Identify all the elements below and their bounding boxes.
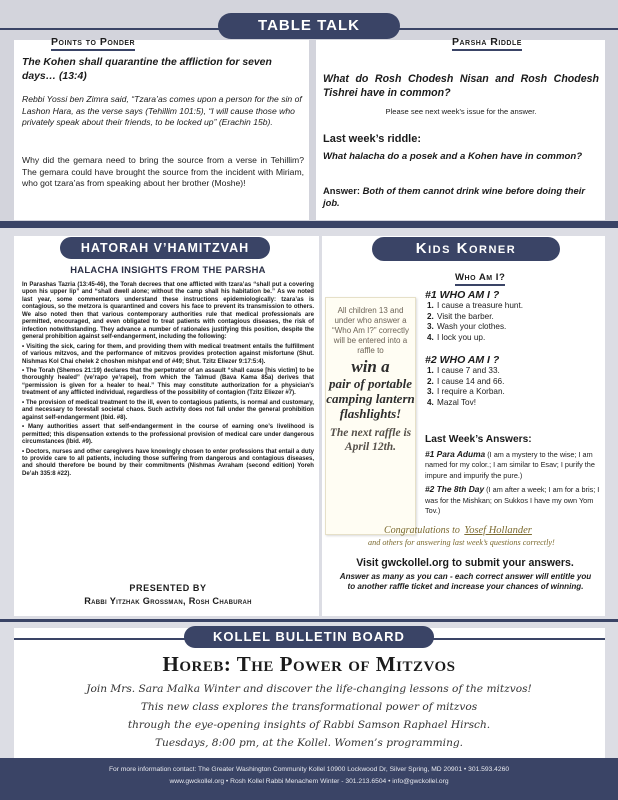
footer-links[interactable]: www.gwckollel.org • Rosh Kollel Rabbi Menachem Winter - 301.213.6504 • info@gwckollel.org <box>169 778 449 785</box>
submit-note: Answer as many as you can - each correct answer will entitle you to another raffle ticket and increase your chances of winning. <box>339 572 592 591</box>
riddle-1 <box>425 290 605 343</box>
congratulations <box>368 520 604 547</box>
hatorah-paragraph: In Parashas Tazria (13:45-46), the Torah decrees that one afflicted with tzara’as “shall put a covering upon his upper lip” and “shall dwell alone; without the camp shall his habitation be.” As we noted last year, some commentators understand these instructions epidemiologically: tzara’as is contagious, so the metzora is quarantined and covers his face to prevent its transmission to others. We also noted then that various contemporary authorities rule that medical professionals are permitted, encouraged, and even obligated to treat patients with contagious diseases, the risk of infection notwithstanding. They advance a number of rationales justifying this position, despite the general prohibition against self-endangerment, including the following: <box>22 282 314 341</box>
kids-korner-title: Kids Korner <box>372 237 560 261</box>
presenter-name: Rabbi Yitzhak Grossman, Rosh Chaburah <box>84 596 252 606</box>
riddle-2-title: #2 WHO AM I ? <box>425 354 500 366</box>
hatorah-paragraph: • The provision of medical treatment to the ill, even to contagious patients, is normal and customary, and necessary to forestall societal chaos. Such activity does not fall under the general prohibition against self-endangerment (Ibid. #8). <box>22 399 314 421</box>
raffle-prize: camping lantern flashlights! <box>326 391 415 421</box>
ponder-quote: Rebbi Yossi ben Zimra said, “Tzara’as comes upon a person for the sin of Lashon Hara, as the verse says (Tehillim 101:5), “I will cause those who privately speak about their friends, to be locked up” (Erachin 15b). <box>22 94 302 128</box>
answer-label: Answer: <box>323 185 360 196</box>
riddle-question: What do Rosh Chodesh Nisan and Rosh Chodesh Tishrei have in common? <box>323 73 599 99</box>
riddle-note: Please see next week’s issue for the answer. <box>385 107 537 116</box>
list-item: 4. Mazal Tov! <box>427 397 476 407</box>
bulletin-line: Tuesdays, 8:00 pm, at the Kollel. Women’s programming. <box>154 737 464 749</box>
divider-bar <box>0 221 618 228</box>
riddle-answer <box>323 185 599 210</box>
answer-1: #1 Para Aduma (I am a mystery to the wise; I am named for my color.; I am similar to Esav; I purify the impure and impurify the pure.) <box>425 448 595 480</box>
raffle-card <box>325 297 416 535</box>
list-item: 1. I cause a treasure hunt. <box>427 301 524 311</box>
presented-by-label: PRESENTED BY <box>129 583 207 593</box>
congrats-rest: and others for answering last week’s questions correctly! <box>368 538 555 547</box>
hatorah-paragraph: • Visiting the sick, caring for them, and providing them with medical treatment entails the fulfillment of various mitzvos, and the performance of mitzvos provides protection against misfortune (Shut. Nishmas Kol Chai chelek 2 choshen mishpat end of #49; Shut. Tzitz Eliezer 9:17:5:4). <box>22 343 314 365</box>
ponder-verse: The Kohen shall quarantine the affliction for seven days… (13:4) <box>22 57 272 82</box>
hatorah-paragraph: • Doctors, nurses and other caregivers have knowingly chosen to enter professions that entail a duty to provide care to all patients, including those suffering from dangerous and contagious diseases, and should therefore be bound by their commitments (Nishmas Avraham (second edition) Yoreh De’ah 335:8 #22). <box>22 448 314 477</box>
list-item: 1. I cause 7 and 33. <box>427 366 500 376</box>
hatorah-subtitle: HALACHA INSIGHTS FROM THE PARSHA <box>70 264 266 275</box>
answers-heading: Last Week’s Answers: <box>425 434 532 445</box>
footer-contact: For more information contact: The Greater Washington Community Kollel 10900 Lockwood Dr, Silver Spring, MD 20901 • 301.593.4260 <box>108 766 510 773</box>
hatorah-paragraph: • The Torah (Shemos 21:19) declares that the perpetrator of an assault “shall cause [his victim] to be thoroughly healed” (ve’rapo ye’rapei), from which the Talmud (Bava Kama 85a) derives that “permission is given for a healer to heal.” This may constitute authorization for a physician’s treatment of any afflicted individual, regardless of the possibility of contagion (Tzitz Eliezer #7). <box>22 367 314 397</box>
raffle-intro: All children 13 and under who answer a “Who Am I?” correctly will be entered into a raffle to <box>332 306 409 355</box>
congrats-label: Congratulations to <box>384 525 460 536</box>
list-item: 3. Wash your clothes. <box>427 322 507 332</box>
bulletin-line: This new class explores the transformational power of mitzvos <box>140 701 478 713</box>
answers-section <box>425 435 605 517</box>
raffle-pair: pair of portable <box>328 376 413 391</box>
event-title: Horeb: The Power of Mitzvos <box>162 652 456 676</box>
list-item: 3. I require a Korban. <box>427 387 505 397</box>
riddle-1-title: #1 WHO AM I ? <box>425 289 500 301</box>
submit-line: Visit gwckollel.org to submit your answers. <box>356 557 574 569</box>
bulletin-title: KOLLEL BULLETIN BOARD <box>184 626 434 648</box>
parsha-riddle-heading: Parsha Riddle <box>452 36 522 51</box>
list-item: 2. Visit the barber. <box>427 311 494 321</box>
ponder-question: Why did the gemara need to bring the source from a verse in Tehillim? The gemara could have brought the source from the incident with Miriam, who got tzara’as from speaking about her brother (Moshe)! <box>22 155 304 189</box>
winner-name: Yosef Hollander <box>464 525 532 536</box>
answer-text: Both of them cannot drink wine before doing their job. <box>323 185 586 209</box>
last-week-label: Last week’s riddle: <box>323 133 422 145</box>
hatorah-paragraph: • Many authorities assert that self-endangerment in the course of earning one’s livelihood is permitted; this dispensation extends to the professional provision of medical care under dangerous circumstances (Ibid. #9). <box>22 424 314 446</box>
hatorah-body <box>22 282 314 480</box>
answer-2: #2 The 8th Day (I am after a week; I am for a bris; I was for the Mishkan; on Sukkos I have my own Yom Tov.) <box>425 484 600 515</box>
raffle-win: win a <box>351 357 390 376</box>
divider-bar <box>0 619 618 622</box>
points-to-ponder-heading: Points to Ponder <box>51 36 135 51</box>
table-talk-title: TABLE TALK <box>218 13 400 39</box>
raffle-next: The next raffle is April 12th. <box>329 427 412 453</box>
hatorah-title: HATORAH V’HAMITZVAH <box>60 237 270 259</box>
bulletin-line: through the eye-opening insights of Rabbi Samson Raphael Hirsch. <box>127 719 491 731</box>
bulletin-line: Join Mrs. Sara Malka Winter and discover the life-changing lessons of the mitzvos! <box>86 683 532 695</box>
list-item: 2. I cause 14 and 66. <box>427 376 505 386</box>
footer <box>0 758 618 800</box>
list-item: 4. I lock you up. <box>427 332 486 342</box>
who-am-i-heading: Who Am I? <box>455 272 505 286</box>
last-week-question: What halacha do a posek and a Kohen have in common? <box>323 151 583 162</box>
riddle-2 <box>425 355 605 408</box>
